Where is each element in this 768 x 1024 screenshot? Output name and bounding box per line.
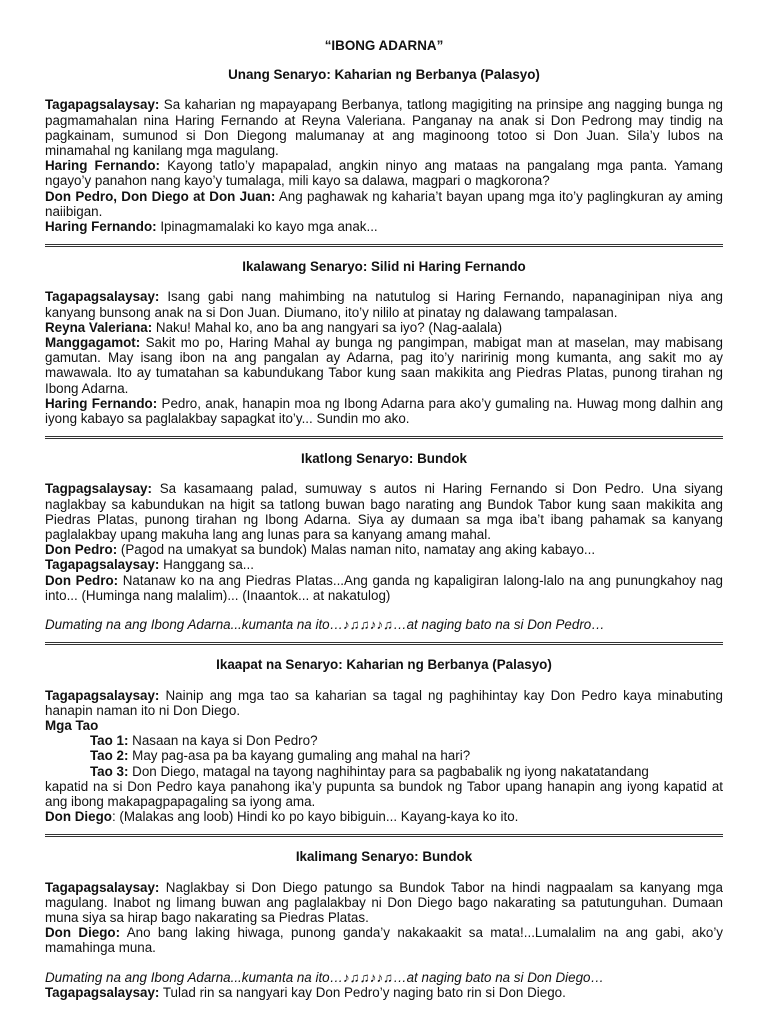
section-divider bbox=[45, 244, 723, 247]
document-title: “IBONG ADARNA” bbox=[324, 38, 444, 53]
narration-italic: Dumating na ang Ibong Adarna...kumanta na ito…♪♫♫♪♪♫…at naging bato na si Don Diego… bbox=[45, 969, 604, 985]
speaker-label: Tagpagsalaysay: bbox=[45, 481, 152, 497]
dialogue-text: Isang gabi nang mahimbing na natutulog si Haring Fernando, napanaginipan niya ang kanyang bunsong anak na si Don Juan. Diumano, ito’y nililo at pinatay ng dalawang tampalasan. bbox=[45, 289, 723, 320]
dialogue-line bbox=[45, 925, 723, 955]
dialogue-text: : (Malakas ang loob) Hindi ko po kayo bibiguin... Kayang-kaya ko ito. bbox=[111, 809, 519, 825]
speaker-label: Manggagamot: bbox=[45, 335, 141, 351]
dialogue-text: Sakit mo po, Haring Mahal ay bunga ng pangimpan, mabigat man at maselan, may mabisang gamutan. May isang ibon na ang pangalan ay Adarna, pag ito’y naririnig mong kumanta, ang sakit mo ay mawawala. Ito ay tumatahan sa kabundukang Tabor kung saan makikita ang Piedras Platas, punong tirahan ng Ibong Adarna. bbox=[45, 335, 723, 396]
dialogue-text: Naku! Mahal ko, ano ba ang nangyari sa iyo? (Nag-aalala) bbox=[152, 319, 503, 335]
dialogue-line bbox=[45, 573, 723, 603]
group-label: Mga Tao bbox=[45, 717, 99, 733]
speaker-label: Tagapagsalaysay: bbox=[45, 97, 160, 113]
dialogue-text: Ipinagmamalaki ko kayo mga anak... bbox=[156, 219, 378, 235]
section-divider bbox=[45, 834, 723, 837]
dialogue-text: Ano bang laking hiwaga, punong ganda’y nakakaakit sa mata!...Lumalalim na ang gabi, ako’y mamahinga muna. bbox=[45, 925, 724, 956]
scene-3 bbox=[45, 451, 723, 632]
dialogue-line bbox=[45, 320, 723, 335]
dialogue-line bbox=[45, 335, 723, 396]
speaker-label: Reyna Valeriana: bbox=[45, 319, 153, 335]
dialogue-text: (Pagod na umakyat sa bundok) Malas naman nito, namatay ang aking kabayo... bbox=[117, 542, 596, 558]
scene-2 bbox=[45, 259, 723, 426]
scene-3-heading: Ikatlong Senaryo: Bundok bbox=[301, 451, 467, 467]
dialogue-line-continued: kapatid na si Don Pedro kaya panahong ika’y pupunta sa bundok ng Tabor upang hanapin ang iyong kapatid at ang ibong makapagpapagaling sa iyong ama. bbox=[45, 778, 723, 809]
scene-5 bbox=[45, 849, 723, 1000]
speaker-label: Don Pedro: bbox=[45, 542, 118, 558]
dialogue-line bbox=[45, 985, 723, 1000]
narration-italic: Dumating na ang Ibong Adarna...kumanta na ito…♪♫♫♪♪♫…at naging bato na si Don Pedro… bbox=[45, 617, 605, 633]
speaker-label: Don Diego: bbox=[45, 925, 121, 941]
speaker-label: Tao 2: bbox=[90, 748, 129, 764]
speaker-label: Don Pedro, Don Diego at Don Juan: bbox=[45, 188, 276, 204]
speaker-label: Don Pedro: bbox=[45, 572, 119, 588]
dialogue-line bbox=[45, 880, 723, 926]
dialogue-text: May pag-asa pa ba kayang gumaling ang mahal na hari? bbox=[128, 748, 471, 764]
scene-2-heading: Ikalawang Senaryo: Silid ni Haring Fernando bbox=[242, 259, 526, 275]
scene-4-heading: Ikaapat na Senaryo: Kaharian ng Berbanya (Palasyo) bbox=[216, 657, 552, 673]
speaker-label: Tagapagsalaysay: bbox=[45, 687, 160, 703]
dialogue-line bbox=[45, 764, 723, 779]
speaker-label: Haring Fernando: bbox=[45, 395, 158, 411]
dialogue-text: Natanaw ko na ang Piedras Platas...Ang ganda ng kapaligiran lalong-lalo na ang punungkahoy nag into... (Huminga nang malalim)... (Inaantok... at nakatulog) bbox=[45, 572, 723, 603]
dialogue-text: Pedro, anak, hanapin moa ng Ibong Adarna para ako’y gumaling na. Huwag mong dalhin ang iyong kabayo sa paglalakbay sapagkat ito’y... Sundin mo ako. bbox=[45, 395, 724, 427]
dialogue-text: Ang paghawak ng kaharia’t bayan upang mga ito’y paglingkuran ay aming naiibigan. bbox=[45, 188, 723, 219]
dialogue-line bbox=[45, 481, 723, 542]
speaker-label: Haring Fernando: bbox=[45, 219, 157, 235]
dialogue-line bbox=[45, 748, 723, 763]
dialogue-line bbox=[45, 396, 723, 426]
section-divider bbox=[45, 642, 723, 645]
speaker-label: Tao 3: bbox=[90, 763, 129, 779]
speaker-label: Don Diego bbox=[45, 809, 112, 825]
dialogue-line bbox=[45, 158, 723, 188]
dialogue-text: Nasaan na kaya si Don Pedro? bbox=[128, 733, 318, 749]
dialogue-text: Sa kasamaang palad, sumuway s autos ni Haring Fernando si Don Pedro. Una siyang naglakbay sa kabundukan na higit sa tatlong buwan bago narating ang Bundok Tabor kung saan makikita ang Piedras Platas, punong tirahan ng Ibong Adarna. Siya ay dumaan sa mga iba’t ibang pahamak sa kanyang paglalakbay upang makuha lang ang lunas para sa kanyang amang mahal. bbox=[45, 481, 723, 543]
speaker-label: Haring Fernando: bbox=[45, 158, 160, 174]
dialogue-line bbox=[45, 688, 723, 718]
dialogue-text: Nainip ang mga tao sa kaharian sa tagal ng paghihintay kay Don Pedro kaya minabuting hanapin naman ito ni Don Diego. bbox=[45, 687, 723, 718]
scene-1 bbox=[45, 67, 723, 234]
dialogue-text: Don Diego, matagal na tayong naghihintay para sa pagbabalik ng iyong nakatatandang bbox=[128, 763, 649, 779]
speaker-label: Tagapagsalaysay: bbox=[45, 557, 160, 573]
scene-5-heading: Ikalimang Senaryo: Bundok bbox=[295, 849, 473, 865]
speaker-label: Tagapagsalaysay: bbox=[45, 984, 160, 1000]
scene-1-heading: Unang Senaryo: Kaharian ng Berbanya (Palasyo) bbox=[228, 67, 540, 83]
dialogue-text: Hanggang sa... bbox=[159, 557, 254, 573]
dialogue-line bbox=[45, 557, 723, 572]
dialogue-line bbox=[45, 219, 723, 234]
section-divider bbox=[45, 436, 723, 439]
dialogue-text: Tulad rin sa nangyari kay Don Pedro’y naging bato rin si Don Diego. bbox=[159, 984, 566, 1000]
dialogue-text: Sa kaharian ng mapayapang Berbanya, tatlong magigiting na prinsipe ang nagging bunga ng pagmamahalan nina Haring Fernando at Reyna Valeriana. Panganay na anak si Don Pedrong may tindig na pagkainam, sumunod si Don Diegong malumanay at ang maginoong totoo si Don Juan. Sila’y lubos na minamahal ng kanilang mga magulang. bbox=[45, 97, 723, 159]
script-document bbox=[45, 38, 723, 1000]
speaker-label: Tagapagsalaysay: bbox=[45, 879, 160, 895]
dialogue-line bbox=[45, 733, 723, 748]
dialogue-text: Naglakbay si Don Diego patungo sa Bundok Tabor na hindi nagpaalam sa kanyang mga magulang. Inabot ng limang buwan ang paglalakbay ni Don Diego bago nakarating sa patutunguhan. Dumaan muna siya sa hirap bago nakarating sa Piedras Platas. bbox=[45, 879, 723, 925]
speaker-label: Tagapagsalaysay: bbox=[45, 289, 160, 305]
dialogue-line bbox=[45, 289, 723, 319]
scene-4 bbox=[45, 657, 723, 824]
dialogue-line bbox=[45, 809, 723, 824]
dialogue-text: Kayong tatlo’y mapapalad, angkin ninyo ang mataas na pangalang mga panta. Yamang ngayo’y panahon nang kayo’y tumalaga, mili kayo sa dalawa, magpari o magkorona? bbox=[45, 158, 723, 189]
speaker-label: Tao 1: bbox=[90, 733, 129, 749]
dialogue-line bbox=[45, 97, 723, 158]
dialogue-line bbox=[45, 189, 723, 219]
dialogue-line bbox=[45, 542, 723, 557]
